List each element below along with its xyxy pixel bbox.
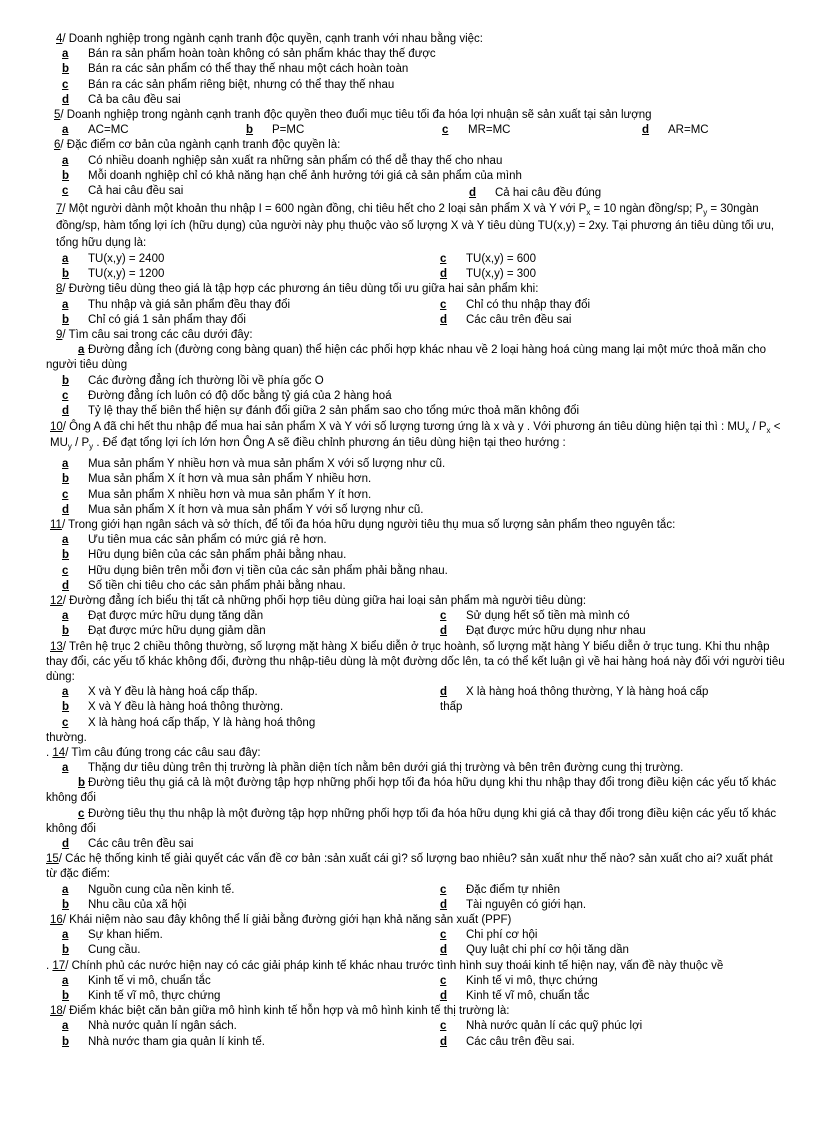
option-row xyxy=(46,776,786,806)
question-prefix: . xyxy=(46,746,53,759)
option-letter: a xyxy=(62,610,69,623)
option-text: Kinh tế vi mô, thực chứng xyxy=(466,974,598,987)
question-number: 8 xyxy=(56,283,63,296)
option-row xyxy=(46,184,786,199)
option-letter: c xyxy=(62,78,69,91)
option-text: Tỷ lệ thay thế biên thể hiện sự đánh đổi giữa 2 sản phẩm sao cho tổng mức thoả mãn không đổi xyxy=(88,405,580,418)
option-letter: b xyxy=(62,374,70,387)
question-9 xyxy=(46,328,786,419)
question-text: = 10 ngàn đồng/sp; P xyxy=(590,203,704,216)
option-text: Chi phí cơ hội xyxy=(466,929,538,942)
option-letter: a xyxy=(62,253,69,266)
option-row xyxy=(46,472,786,487)
option-letter: a xyxy=(62,534,69,547)
option-row xyxy=(46,123,786,138)
option-text: Tài nguyên có giới hạn. xyxy=(466,898,587,911)
option-letter: a xyxy=(62,298,69,311)
option-letter: b xyxy=(62,625,70,638)
option-letter: b xyxy=(62,63,70,76)
question-text: / Doanh nghiệp trong ngành cạnh tranh độc quyền, cạnh tranh với nhau bằng việc: xyxy=(62,33,483,45)
question-text: / Đặc điểm cơ bản của ngành cạnh tranh độc quyền là: xyxy=(60,139,341,152)
option-text: Thu nhập và giá sản phẩm đều thay đổi xyxy=(88,298,291,311)
question-number: 7 xyxy=(56,203,63,216)
option-row xyxy=(46,989,786,1004)
option-text: X và Y đều là hàng hoá thông thường. xyxy=(88,701,284,714)
option-text: Đường tiêu thụ thu nhập là một đường tập hợp những phối hợp tối đa hóa hữu dụng khi giá cả thay đổi trong điều kiện các yếu tố khác không đổi xyxy=(46,807,777,835)
option-row xyxy=(46,169,786,184)
option-letter: b xyxy=(78,777,86,790)
option-letter: d xyxy=(62,579,70,592)
subscript: y xyxy=(703,208,708,218)
option-letter: b xyxy=(62,701,70,714)
question-text: / Chính phủ các nước hiện nay có các giải pháp kinh tế khác nhau trước tình hình suy thoái kinh tế hiện nay, vấn đề này thuộc về xyxy=(65,959,724,972)
question-number: 17 xyxy=(52,959,66,972)
option-text: Cung cầu. xyxy=(88,944,141,957)
option-letter: d xyxy=(440,268,448,281)
option-letter: b xyxy=(62,1035,70,1048)
question-prefix: . xyxy=(46,959,53,972)
option-text: Đạt được mức hữu dụng giảm dần xyxy=(88,625,266,638)
option-letter: a xyxy=(62,154,69,167)
question-text: / Tìm câu đúng trong các câu sau đây: xyxy=(65,746,261,759)
option-text: Cả ba câu đều sai xyxy=(88,93,181,106)
option-letter: d xyxy=(440,1035,448,1048)
question-14 xyxy=(46,746,786,852)
question-text: / Đường tiêu dùng theo giá là tập hợp các phương án tiêu dùng tối ưu giữa hai sản phẩm khi: xyxy=(62,283,539,296)
option-row xyxy=(46,343,786,373)
option-text: Đạt được mức hữu dụng tăng dần xyxy=(88,610,264,623)
option-row xyxy=(46,624,786,639)
question-17 xyxy=(46,959,786,1005)
option-row xyxy=(46,154,786,169)
option-text: Kinh tế vĩ mô, thực chứng xyxy=(88,990,221,1003)
option-letter: c xyxy=(440,1020,447,1033)
option-row xyxy=(46,700,786,715)
option-row xyxy=(46,761,786,776)
option-letter: a xyxy=(78,344,85,357)
option-letter: c xyxy=(62,389,69,402)
option-text: Thặng dư tiêu dùng trên thị trường là phần diện tích nằm bên dưới giá thị trường và bên trên đường cung thị trường. xyxy=(88,762,684,775)
option-text: Hữu dụng biên trên mỗi đơn vị tiền của các sản phẩm phải bằng nhau. xyxy=(88,564,448,577)
option-letter: a xyxy=(62,929,69,942)
option-letter: c xyxy=(62,184,69,197)
subscript: y xyxy=(89,442,94,452)
option-row xyxy=(46,974,786,989)
option-text: Các đường đẳng ích thường lồi về phía gốc O xyxy=(88,374,324,387)
option-letter: c xyxy=(78,807,85,820)
question-number: 18 xyxy=(50,1005,63,1018)
question-7 xyxy=(46,201,786,282)
option-letter: a xyxy=(62,124,69,137)
option-text: Đường tiêu thụ giá cả là một đường tập hợp những phối hợp tối đa hóa hữu dụng khi thu nhập thay đổi trong điều kiện các yếu tố khác không đổi xyxy=(46,777,777,805)
question-number: 11 xyxy=(50,518,62,531)
question-12 xyxy=(46,594,786,640)
subscript: x xyxy=(745,426,750,436)
option-row xyxy=(46,1019,786,1034)
question-text: / Ông A đã chi hết thu nhập để mua hai sản phẩm X và Y với số lượng tương ứng là x và y . Với phương án tiêu dùng hiện tại thì : MU xyxy=(62,421,746,434)
question-8 xyxy=(46,282,786,328)
option-row xyxy=(46,62,786,77)
question-16 xyxy=(46,913,786,959)
option-row xyxy=(46,716,786,731)
question-text: / Đường đẳng ích biểu thị tất cả những phối hợp tiêu dùng giữa hai loại sản phẩm mà người tiêu dùng: xyxy=(62,594,587,607)
option-text: AC=MC xyxy=(88,124,129,137)
option-row xyxy=(46,928,786,943)
question-number: 14 xyxy=(52,746,66,759)
option-text: Kinh tế vĩ mô, chuẩn tắc xyxy=(466,990,590,1003)
option-text: TU(x,y) = 600 xyxy=(466,253,536,266)
question-text: < MU xyxy=(50,421,781,450)
option-letter: d xyxy=(440,686,448,699)
option-row xyxy=(46,47,786,62)
question-11 xyxy=(46,518,786,594)
question-number: 15 xyxy=(46,853,59,866)
option-letter: d xyxy=(469,186,477,199)
question-text: / Trong giới hạn ngân sách và sở thích, để tối đa hóa hữu dụng người tiêu thụ mua số lượng sản phẩm theo nguyên tắc: xyxy=(61,518,676,531)
question-number: 4 xyxy=(56,33,63,45)
option-text: TU(x,y) = 2400 xyxy=(88,253,165,266)
option-row xyxy=(46,93,786,108)
question-text: = 30ngàn đồng/sp, hàm tổng lợi ích (hữu dụng) của người này phụ thuộc vào số lượng X và Y tiêu dùng TU(x,y) = 2xy. Tại phương án tiêu dùng tối ưu, tổng hữu dụng là: xyxy=(56,203,775,250)
option-letter: d xyxy=(62,405,70,418)
option-text: TU(x,y) = 1200 xyxy=(88,268,165,281)
option-text: Nguồn cung của nền kinh tế. xyxy=(88,883,235,896)
option-text: Hữu dụng biên của các sản phẩm phải bằng nhau. xyxy=(88,549,347,562)
question-number: 13 xyxy=(50,640,63,653)
question-number: 12 xyxy=(50,594,63,607)
option-letter: a xyxy=(62,458,69,471)
option-row xyxy=(46,313,786,328)
exam-page xyxy=(46,32,786,1050)
option-text: Bán ra sản phẩm hoàn toàn không có sản phẩm khác thay thế được xyxy=(88,48,436,61)
option-text: Chỉ có giá 1 sản phẩm thay đổi xyxy=(88,313,246,326)
option-row xyxy=(46,298,786,313)
option-text: Mua sản phẩm X ít hơn và mua sản phẩm Y nhiều hơn. xyxy=(88,473,372,486)
option-text: Đường đẳng ích luôn có độ dốc bằng tỷ giá của 2 hàng hoá xyxy=(88,389,392,402)
option-text: AR=MC xyxy=(668,124,709,137)
option-letter: b xyxy=(62,990,70,1003)
question-text: / Các hệ thống kinh tế giải quyết các vấn đề cơ bản :sản xuất cái gì? số lượng bao nhiêu? sản xuất như thế nào? sản xuất cho ai? xuất phát từ đặc điểm: xyxy=(46,853,773,881)
option-row xyxy=(46,609,786,624)
option-letter: b xyxy=(62,549,70,562)
option-text: Các câu trên đều sai. xyxy=(466,1035,575,1048)
option-text: Đường đẳng ích (đường cong bàng quan) thể hiện các phối hợp khác nhau về 2 loại hàng hoá cùng mang lại một mức thoả mãn cho người tiêu dùng xyxy=(46,344,767,372)
option-letter: c xyxy=(440,974,447,987)
option-row xyxy=(46,267,786,282)
option-row xyxy=(46,252,786,267)
option-text: Chỉ có thu nhập thay đổi xyxy=(466,298,591,311)
question-text: / Doanh nghiệp trong ngành cạnh tranh độc quyền theo đuổi mục tiêu tối đa hóa lợi nhuận sẽ sản xuất tại sản lượng xyxy=(60,108,652,121)
option-letter: a xyxy=(62,883,69,896)
option-row xyxy=(46,78,786,93)
option-row xyxy=(46,488,786,503)
option-letter: a xyxy=(62,48,69,61)
option-text-continuation: thường. xyxy=(46,731,87,744)
question-number: 5 xyxy=(54,108,61,121)
option-letter: b xyxy=(62,898,70,911)
option-letter: c xyxy=(440,883,447,896)
option-letter: d xyxy=(440,990,448,1003)
option-letter: d xyxy=(62,93,70,106)
question-text: / Điểm khác biệt căn bản giữa mô hình kinh tế hỗn hợp và mô hình kinh tế thị trường là: xyxy=(62,1005,510,1018)
question-number: 16 xyxy=(50,914,63,927)
option-text: Bán ra các sản phẩm có thể thay thế nhau một cách hoàn toàn xyxy=(88,63,409,76)
option-text: Sự khan hiếm. xyxy=(88,929,163,942)
option-text: X là hàng hoá thông thường, Y là hàng hoá cấp xyxy=(466,686,709,699)
question-number: 9 xyxy=(56,329,63,342)
option-letter: c xyxy=(440,253,447,266)
option-text: Mua sản phẩm X ít hơn và mua sản phẩm Y với số lượng như cũ. xyxy=(88,503,424,516)
question-13 xyxy=(46,640,786,746)
option-letter: c xyxy=(440,929,447,942)
option-text: Mua sản phẩm Y nhiều hơn và mua sản phẩm X với số lượng như cũ. xyxy=(88,458,446,471)
question-4 xyxy=(46,32,786,108)
option-row xyxy=(46,457,786,472)
option-text: Có nhiều doanh nghiệp sản xuất ra những sản phẩm có thể dễ thay thế cho nhau xyxy=(88,154,503,167)
question-number: 6 xyxy=(54,139,61,152)
option-letter: d xyxy=(440,944,448,957)
option-letter: c xyxy=(62,488,69,501)
option-letter: c xyxy=(440,298,447,311)
option-text: Sử dụng hết số tiền mà mình có xyxy=(466,610,630,623)
option-letter: d xyxy=(440,625,448,638)
option-text: Nhà nước quản lí các quỹ phúc lợi xyxy=(466,1020,643,1033)
subscript: x xyxy=(766,426,771,436)
question-text: / Trên hệ trục 2 chiều thông thường, số lượng mặt hàng X biểu diễn ở trục hoành, số lượng mặt hàng Y biểu diễn ở trục tung. Khi thu nhập thay đổi, các yếu tố khác không đổi, đường thu nhập-tiêu dùng là một đường dốc lên, ta có thể kết luận gì về hai hàng hoá này đối với người tiêu dùng: xyxy=(46,640,785,683)
option-row xyxy=(46,503,786,518)
option-text: P=MC xyxy=(272,124,305,137)
option-text: Nhu cầu của xã hội xyxy=(88,898,187,911)
option-row xyxy=(46,731,786,746)
option-letter: c xyxy=(440,610,447,623)
option-letter: d xyxy=(440,313,448,326)
option-letter: a xyxy=(62,1020,69,1033)
option-text: X là hàng hoá cấp thấp, Y là hàng hoá thông xyxy=(88,716,316,729)
option-letter: b xyxy=(62,169,70,182)
option-letter: a xyxy=(62,686,69,699)
option-text: Bán ra các sản phẩm riêng biệt, nhưng có thể thay thế nhau xyxy=(88,78,395,91)
question-text: / P xyxy=(749,421,767,434)
option-row xyxy=(46,837,786,852)
option-text: Đặc điểm tự nhiên xyxy=(466,883,560,896)
option-text: X và Y đều là hàng hoá cấp thấp. xyxy=(88,686,258,699)
question-10 xyxy=(46,419,786,518)
option-row xyxy=(46,564,786,579)
option-row xyxy=(46,374,786,389)
option-letter: d xyxy=(62,503,70,516)
option-text-continuation: thấp xyxy=(440,701,463,714)
option-letter: b xyxy=(62,268,70,281)
option-letter: b xyxy=(62,473,70,486)
question-5 xyxy=(46,108,786,138)
option-row xyxy=(46,943,786,958)
option-row xyxy=(46,533,786,548)
option-row xyxy=(46,685,786,700)
option-row xyxy=(46,548,786,563)
option-text: Mua sản phẩm X nhiều hơn và mua sản phẩm Y ít hơn. xyxy=(88,488,372,501)
question-18 xyxy=(46,1004,786,1050)
option-row xyxy=(46,389,786,404)
option-row xyxy=(46,579,786,594)
option-text: Ưu tiên mua các sản phẩm có mức giá rẻ hơn. xyxy=(88,534,327,547)
option-text: MR=MC xyxy=(468,124,511,137)
option-letter: d xyxy=(62,838,70,851)
subscript: x xyxy=(586,208,591,218)
question-number: 10 xyxy=(50,421,63,434)
option-letter: a xyxy=(62,762,69,775)
option-letter: c xyxy=(62,716,69,729)
option-text: Đạt được mức hữu dụng như nhau xyxy=(466,625,646,638)
option-row xyxy=(46,883,786,898)
option-letter: d xyxy=(440,898,448,911)
option-letter: b xyxy=(62,944,70,957)
question-text: / Khái niệm nào sau đây không thể lí giải bằng đường giới hạn khả năng sản xuất (PPF) xyxy=(62,914,512,927)
option-letter: c xyxy=(442,124,449,137)
option-row xyxy=(46,1035,786,1050)
question-text: / Tìm câu sai trong các câu dưới đây: xyxy=(62,329,253,342)
option-text: Nhà nước tham gia quản lí kinh tế. xyxy=(88,1035,265,1048)
option-letter: b xyxy=(62,313,70,326)
question-text: / P xyxy=(71,437,90,450)
option-letter: a xyxy=(62,974,69,987)
option-letter: b xyxy=(246,124,254,137)
question-text: . Để đạt tổng lợi ích lớn hơn Ông A sẽ điều chỉnh phương án tiêu dùng hiện tại theo hướng : xyxy=(93,437,566,450)
option-text: Nhà nước quản lí ngân sách. xyxy=(88,1020,237,1033)
option-text: TU(x,y) = 300 xyxy=(466,268,536,281)
option-text: Các câu trên đều sai xyxy=(88,838,194,851)
option-text: Mỗi doanh nghiệp chỉ có khả năng hạn chế ảnh hưởng tới giá cả sản phẩm của mình xyxy=(88,169,522,182)
option-text: Cả hai câu đều đúng xyxy=(495,186,602,199)
option-text: Các câu trên đều sai xyxy=(466,313,572,326)
option-text: Kinh tế vi mô, chuẩn tắc xyxy=(88,974,211,987)
subscript: y xyxy=(67,442,72,452)
question-text: / Một người dành một khoản thu nhập I = 600 ngàn đồng, chi tiêu hết cho 2 loại sản phẩm X và Y với P xyxy=(62,203,587,216)
question-15 xyxy=(46,852,786,913)
option-row xyxy=(46,807,786,837)
option-letter: d xyxy=(642,124,650,137)
option-text: Cả hai câu đều sai xyxy=(88,184,184,197)
question-6 xyxy=(46,138,786,199)
option-text: Số tiền chi tiêu cho các sản phẩm phải bằng nhau. xyxy=(88,579,346,592)
option-text: Quy luật chi phí cơ hội tăng dần xyxy=(466,944,629,957)
option-row xyxy=(46,898,786,913)
option-row xyxy=(46,404,786,419)
option-letter: c xyxy=(62,564,69,577)
